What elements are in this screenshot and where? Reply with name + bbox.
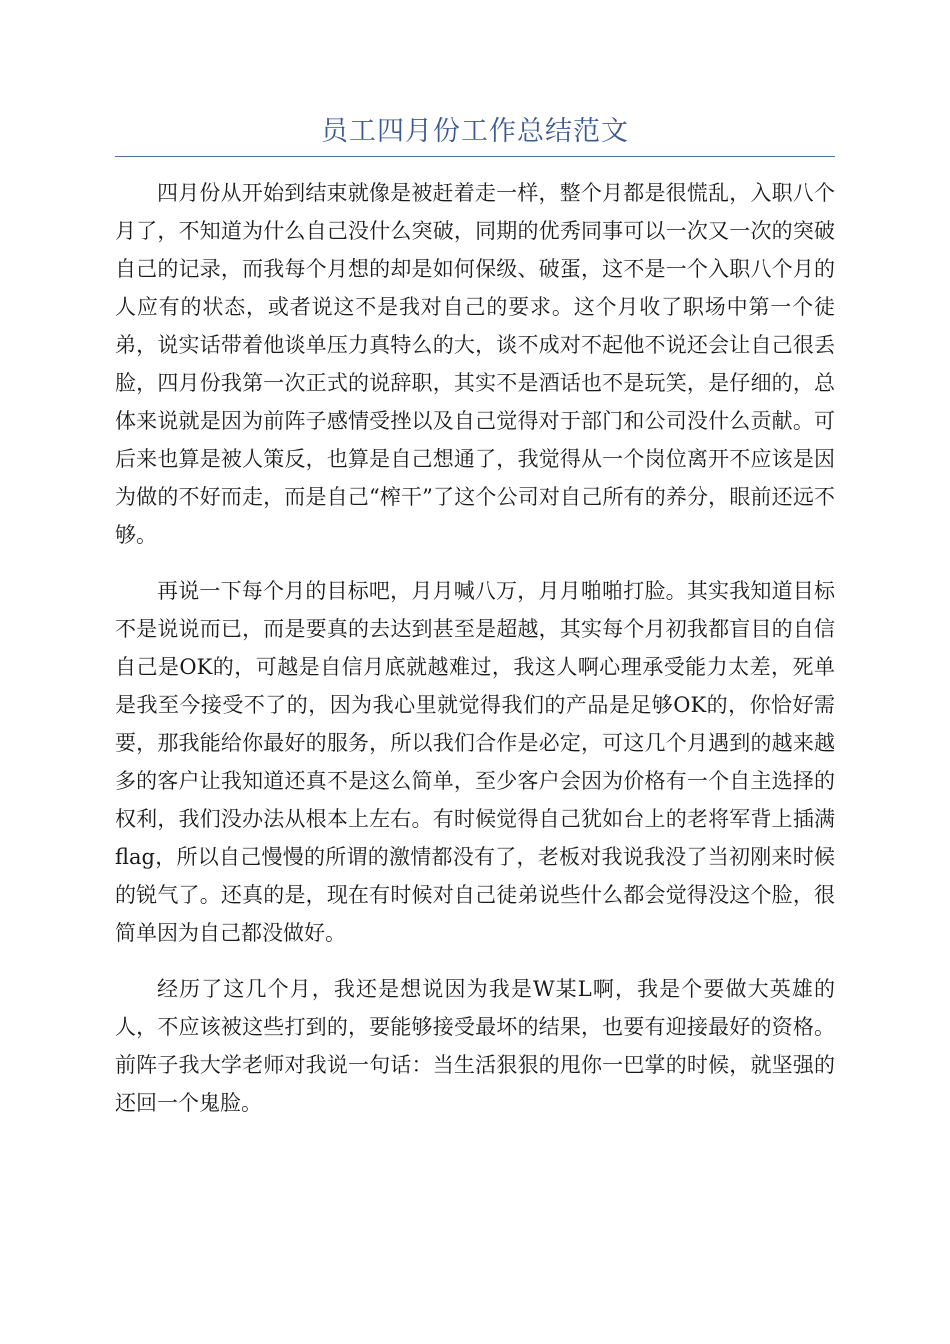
document-body [115, 174, 835, 1140]
title-block [115, 112, 835, 157]
paragraph-1: 四月份从开始到结束就像是被赶着走一样，整个月都是很慌乱，入职八个月了，不知道为什么自己没什么突破，同期的优秀同事可以一次又一次的突破自己的记录，而我每个月想的却是如何保级、破蛋，这不是一个入职八个月的人应有的状态，或者说这不是我对自己的要求。这个月收了职场中第一个徒弟，说实话带着他谈单压力真特么的大，谈不成对不起他不说还会让自己很丢脸，四月份我第一次正式的说辞职，其实不是酒话也不是玩笑，是仔细的，总体来说就是因为前阵子感情受挫以及自己觉得对于部门和公司没什么贡献。可后来也算是被人策反，也算是自己想通了，我觉得从一个岗位离开不应该是因为做的不好而走，而是自己“榨干”了这个公司对自己所有的养分，眼前还远不够。 [115, 181, 835, 547]
paragraph-2: 再说一下每个月的目标吧，月月喊八万，月月啪啪打脸。其实我知道目标不是说说而已，而是要真的去达到甚至是超越，其实每个月初我都盲目的自信自己是OK的，可越是自信月底就越难过，我这人啊心理承受能力太差，死单是我至今接受不了的，因为我心里就觉得我们的产品是足够OK的，你恰好需要，那我能给你最好的服务，所以我们合作是必定，可这几个月遇到的越来越多的客户让我知道还真不是这么简单，至少客户会因为价格有一个自主选择的权利，我们没办法从根本上左右。有时候觉得自己犹如台上的老将军背上插满flag，所以自己慢慢的所谓的激情都没有了，老板对我说我没了当初刚来时候的锐气了。还真的是，现在有时候对自己徒弟说些什么都会觉得没这个脸，很简单因为自己都没做好。 [115, 579, 835, 945]
paragraph-3: 经历了这几个月，我还是想说因为我是W某L啊，我是个要做大英雄的人，不应该被这些打到的，要能够接受最坏的结果，也要有迎接最好的资格。前阵子我大学老师对我说一句话：当生活狠狠的甩你一巴掌的时候，就坚强的还回一个鬼脸。 [115, 977, 835, 1115]
document-title: 员工四月份工作总结范文 [321, 116, 629, 147]
